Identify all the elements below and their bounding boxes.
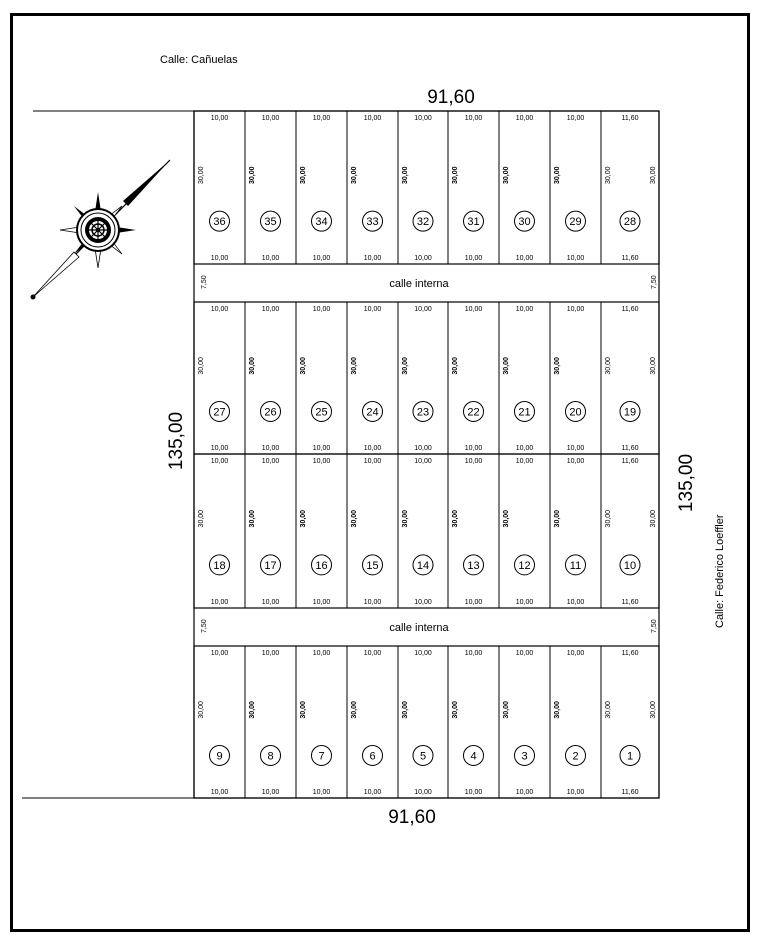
lot-depth: 30,00 <box>503 166 510 185</box>
lot-width-bottom: 10,00 <box>261 789 280 796</box>
lot-depth: 30,00 <box>300 357 307 375</box>
lot <box>198 306 230 452</box>
lot-width-bottom: 10,00 <box>515 599 534 606</box>
lot-number: 24 <box>366 406 379 419</box>
lot-depth: 30,00 <box>249 166 256 185</box>
lot-number: 13 <box>467 559 480 572</box>
lot <box>448 111 484 264</box>
lot-width-bottom: 11,60 <box>621 599 639 606</box>
lot-depth: 30,00 <box>452 166 459 185</box>
lot-number: 19 <box>623 406 637 419</box>
lot-number: 31 <box>467 216 480 229</box>
lot-depth: 30,00 <box>300 509 307 528</box>
lot-width-top: 10,00 <box>515 306 534 313</box>
lot-width-bottom: 10,00 <box>210 445 229 452</box>
lot-number: 16 <box>315 559 328 572</box>
lot <box>550 111 586 264</box>
lot-width-top: 10,00 <box>210 306 229 313</box>
lot-blocks <box>194 111 659 798</box>
lot-width-top: 10,00 <box>363 650 382 657</box>
lot-depth: 30,00 <box>605 701 612 719</box>
lot-depth: 30,00 <box>554 701 561 719</box>
lot-width-top: 10,00 <box>210 650 229 657</box>
lot-number: 7 <box>318 750 325 763</box>
lot <box>499 454 535 608</box>
lot-width-bottom: 10,00 <box>312 599 331 606</box>
lot-number: 12 <box>518 559 531 572</box>
lot-depth: 30,00 <box>650 357 657 375</box>
lot-block <box>194 111 659 264</box>
lot-width-bottom: 10,00 <box>566 445 585 452</box>
lot-block-outline <box>194 111 659 264</box>
lot-depth: 30,00 <box>249 509 256 528</box>
lot <box>198 458 230 606</box>
lot-width-top: 10,00 <box>414 650 432 657</box>
lot-width-bottom: 10,00 <box>464 599 483 606</box>
lot-width-top: 10,00 <box>261 306 280 313</box>
lot-depth: 30,00 <box>300 701 307 719</box>
lot-width-top: 10,00 <box>312 306 331 313</box>
lot <box>550 302 586 454</box>
lot-depth: 30,00 <box>605 509 612 528</box>
lot-depth: 30,00 <box>198 701 205 719</box>
lot-width-top: 10,00 <box>566 458 585 465</box>
lot-block <box>194 454 659 608</box>
lot-width-bottom: 10,00 <box>261 255 280 262</box>
lot-width-bottom: 10,00 <box>210 255 229 262</box>
lot-depth: 30,00 <box>249 701 256 719</box>
lot-depth: 30,00 <box>605 357 612 375</box>
lot-number: 17 <box>264 559 277 572</box>
lot-width-top: 10,00 <box>363 115 382 122</box>
lot-block-outline <box>194 454 659 608</box>
internal-street-label: calle interna <box>389 622 449 634</box>
lot <box>296 111 332 264</box>
lot-width-top: 10,00 <box>515 650 534 657</box>
internal-street-width-left: 7,50 <box>201 619 208 633</box>
internal-street-width-right: 7,50 <box>651 619 658 633</box>
lot-number: 34 <box>315 216 328 229</box>
lot <box>347 454 383 608</box>
lot <box>601 111 657 264</box>
lot-width-top: 11,60 <box>621 306 639 313</box>
internal-street-upper <box>201 275 658 290</box>
lot-number: 9 <box>216 750 223 763</box>
lot-number: 18 <box>213 559 226 572</box>
lot-width-top: 10,00 <box>261 115 280 122</box>
internal-street-width-right: 7,50 <box>651 275 658 289</box>
lot-width-bottom: 10,00 <box>261 445 280 452</box>
lot-depth: 30,00 <box>650 509 657 528</box>
lot <box>601 646 657 798</box>
lot-width-bottom: 10,00 <box>464 445 483 452</box>
lot <box>198 115 230 262</box>
lot <box>398 646 433 798</box>
dimension-bottom: 91,60 <box>388 807 436 828</box>
lot-width-top: 10,00 <box>312 115 331 122</box>
street-name-top: Calle: Cañuelas <box>160 54 238 66</box>
compass-rose-icon <box>31 160 171 300</box>
lot-width-top: 10,00 <box>210 115 229 122</box>
lot-width-top: 10,00 <box>210 458 229 465</box>
lot <box>245 302 281 454</box>
lot-width-bottom: 10,00 <box>210 789 229 796</box>
dimension-left: 135,00 <box>166 411 187 471</box>
lot-width-top: 10,00 <box>566 650 585 657</box>
lot <box>448 454 484 608</box>
lot-depth: 30,00 <box>650 166 657 185</box>
lot-number: 15 <box>366 559 379 572</box>
lot-number: 5 <box>419 750 427 763</box>
lot-width-top: 10,00 <box>414 115 432 122</box>
lot-number: 21 <box>518 406 531 419</box>
lot-width-bottom: 10,00 <box>566 789 585 796</box>
internal-street-width-left: 7,50 <box>201 275 208 289</box>
lot-depth: 30,00 <box>503 357 510 375</box>
lot-depth: 30,00 <box>503 509 510 528</box>
lot-width-bottom: 10,00 <box>261 599 280 606</box>
lot-number: 25 <box>315 406 328 419</box>
lot-width-top: 10,00 <box>515 458 534 465</box>
lot <box>398 302 433 454</box>
lot-number: 20 <box>569 406 582 419</box>
lot-width-bottom: 10,00 <box>566 599 585 606</box>
lot-number: 29 <box>569 216 582 229</box>
lot-width-top: 10,00 <box>363 306 382 313</box>
lot-depth: 30,00 <box>351 357 358 375</box>
internal-street-lower <box>201 619 658 634</box>
lot-number: 28 <box>623 216 637 229</box>
lot-width-top: 11,60 <box>621 458 639 465</box>
lot <box>499 646 535 798</box>
lot-number: 33 <box>366 216 379 229</box>
lot-depth: 30,00 <box>198 166 205 185</box>
lot-number: 6 <box>369 750 376 763</box>
dimension-right: 135,00 <box>676 453 697 513</box>
lot-width-bottom: 10,00 <box>363 789 382 796</box>
lot-depth: 30,00 <box>351 509 358 528</box>
lot-number: 30 <box>518 216 531 229</box>
lot-width-bottom: 10,00 <box>312 445 331 452</box>
lot-number: 14 <box>416 559 430 572</box>
lot-number: 23 <box>416 406 430 419</box>
lot-width-bottom: 11,60 <box>621 255 639 262</box>
lot-width-top: 10,00 <box>566 115 585 122</box>
lot-width-top: 10,00 <box>464 458 483 465</box>
lot-depth: 30,00 <box>605 166 612 185</box>
internal-street-label: calle interna <box>389 278 449 290</box>
lot <box>550 454 586 608</box>
lot-depth: 30,00 <box>351 701 358 719</box>
lot-number: 27 <box>213 406 226 419</box>
lot-depth: 30,00 <box>402 166 409 185</box>
lot-width-top: 10,00 <box>515 115 534 122</box>
lot-width-bottom: 11,60 <box>621 789 639 796</box>
lot-depth: 30,00 <box>402 701 409 719</box>
lot-depth: 30,00 <box>650 701 657 719</box>
lot-width-top: 10,00 <box>312 650 331 657</box>
lot-width-top: 10,00 <box>414 458 432 465</box>
lot-number: 22 <box>467 406 480 419</box>
lot <box>398 454 433 608</box>
lot <box>448 646 484 798</box>
lot-width-bottom: 10,00 <box>464 255 483 262</box>
lot-number: 2 <box>572 750 579 763</box>
lot-number: 26 <box>264 406 277 419</box>
lot-depth: 30,00 <box>554 509 561 528</box>
lot-width-bottom: 10,00 <box>414 789 432 796</box>
lot <box>499 111 535 264</box>
lot-number: 35 <box>264 216 277 229</box>
lot-width-top: 10,00 <box>566 306 585 313</box>
lot-width-bottom: 10,00 <box>515 789 534 796</box>
lot-width-top: 10,00 <box>261 650 280 657</box>
lot <box>296 646 332 798</box>
lot-depth: 30,00 <box>452 701 459 719</box>
lot-width-top: 10,00 <box>464 650 483 657</box>
lot-number: 8 <box>267 750 274 763</box>
lot-width-top: 10,00 <box>414 306 432 313</box>
lot-number: 3 <box>521 750 528 763</box>
lot-width-bottom: 10,00 <box>515 255 534 262</box>
lot-number: 11 <box>569 559 582 572</box>
lot-block-outline <box>194 646 659 798</box>
lot-depth: 30,00 <box>402 509 409 528</box>
lot-depth: 30,00 <box>503 701 510 719</box>
lot-depth: 30,00 <box>402 357 409 375</box>
lot-depth: 30,00 <box>452 509 459 528</box>
lot-block <box>194 302 659 454</box>
lot-width-bottom: 10,00 <box>312 255 331 262</box>
lot-depth: 30,00 <box>554 357 561 375</box>
lot-width-top: 10,00 <box>363 458 382 465</box>
lot-block <box>194 646 659 798</box>
lot-width-bottom: 10,00 <box>363 445 382 452</box>
lot-block-outline <box>194 302 659 454</box>
lot-width-top: 11,60 <box>621 650 639 657</box>
lot-width-bottom: 10,00 <box>210 599 229 606</box>
lot <box>499 302 535 454</box>
lot <box>347 302 383 454</box>
lot-depth: 30,00 <box>198 509 205 528</box>
lot-depth: 30,00 <box>249 357 256 375</box>
lot <box>601 302 657 454</box>
street-name-right: Calle: Federico Loeffler <box>714 514 726 628</box>
lot <box>245 454 281 608</box>
lot-width-bottom: 10,00 <box>312 789 331 796</box>
dimension-top: 91,60 <box>427 87 475 108</box>
lot-number: 32 <box>416 216 430 229</box>
lot-width-bottom: 10,00 <box>363 255 382 262</box>
lot-depth: 30,00 <box>300 166 307 185</box>
lot-width-top: 10,00 <box>312 458 331 465</box>
lot-width-top: 10,00 <box>464 115 483 122</box>
lot <box>347 111 383 264</box>
lot-width-bottom: 10,00 <box>414 445 432 452</box>
lot <box>245 111 281 264</box>
lot-number: 36 <box>213 216 226 229</box>
lot-depth: 30,00 <box>351 166 358 185</box>
lot-width-top: 10,00 <box>261 458 280 465</box>
lot-number: 10 <box>623 559 637 572</box>
lot <box>296 302 332 454</box>
lot-width-bottom: 11,60 <box>621 445 639 452</box>
lot-number: 4 <box>470 750 477 763</box>
lot <box>601 454 657 608</box>
lot-width-bottom: 10,00 <box>414 599 432 606</box>
lot <box>296 454 332 608</box>
lot-width-bottom: 10,00 <box>363 599 382 606</box>
lot-width-top: 10,00 <box>464 306 483 313</box>
lot-width-bottom: 10,00 <box>566 255 585 262</box>
lot-width-bottom: 10,00 <box>414 255 432 262</box>
lot-depth: 30,00 <box>198 357 205 375</box>
lot-depth: 30,00 <box>554 166 561 185</box>
lot <box>245 646 281 798</box>
lot-depth: 30,00 <box>452 357 459 375</box>
lot-number: 1 <box>626 750 634 763</box>
lot <box>550 646 586 798</box>
lot-width-bottom: 10,00 <box>464 789 483 796</box>
lot-width-top: 11,60 <box>621 115 639 122</box>
lot <box>347 646 383 798</box>
lot <box>448 302 484 454</box>
lot-width-bottom: 10,00 <box>515 445 534 452</box>
lot <box>198 650 230 796</box>
lot <box>398 111 433 264</box>
